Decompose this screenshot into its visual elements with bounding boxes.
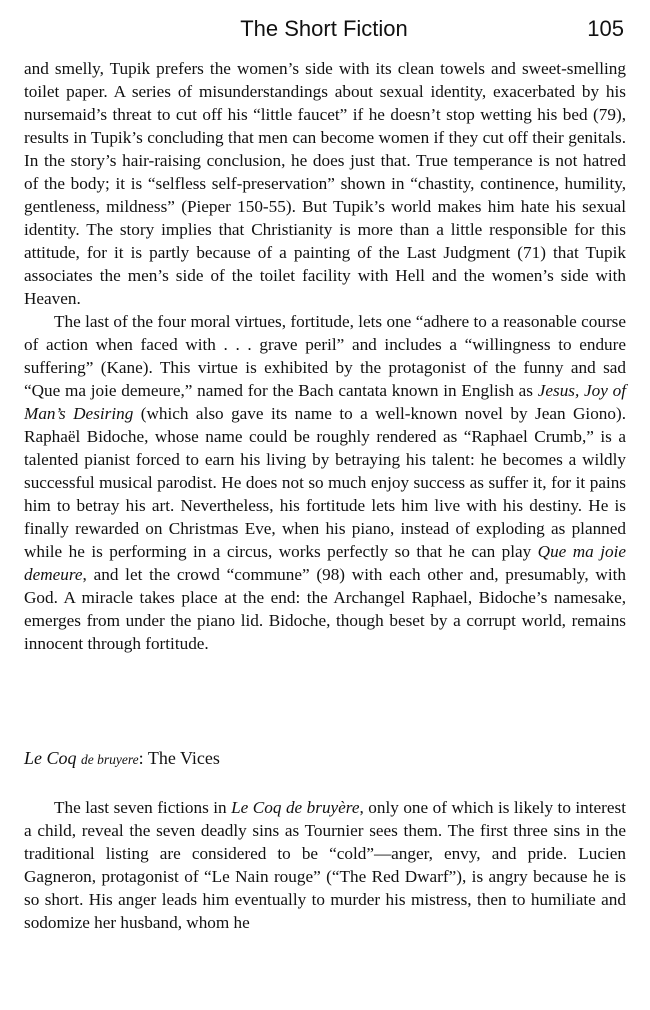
italic-title: Le Coq de bruyère — [231, 798, 360, 817]
running-header — [22, 14, 626, 44]
paragraph-vices — [24, 796, 626, 934]
italic-title: Jesus, Joy of Man’s Desiring — [24, 381, 627, 423]
page-number: 105 — [587, 16, 624, 41]
heading-word: The — [147, 748, 176, 768]
text-span: (which also gave its name to a well-known novel by Jean Giono). Raphaël Bidoche, whose name could be roughly rendered as “Raphael Crumb,” is a talented pianist forced to earn his living by betraying his talent: he becomes a wildly successful musical parodist. He does not so much enjoy success as suffer it, for it pains him to betray his art. Nevertheless, his fortitude lets him live with his destiny. He is finally rewarded on Christmas Eve, when his piano, instead of exploding as planned while he is performing in a circus, works perfectly so that he can play — [24, 404, 626, 561]
paragraph-temperance-ending: and smelly, Tupik prefers the women’s side with its clean towels and sweet-smelling toilet paper. A series of misunderstandings about sexual identity, exacerbated by his nursemaid’s threat to cut off his “little faucet” if he doesn’t stop wetting his bed (79), results in Tupik’s concluding that men can become women if they cut off their genitals. In the story’s hair-raising conclusion, he does just that. True temperance is not hatred of the body; it is “selfless self-preservation” shown in “chastity, continence, humility, gentleness, mildness” (Pieper 150-55). But Tupik’s world makes him hate his sexual identity. The story implies that Christianity is more than a little responsible for this attitude, for it is partly because of a painting of the Last Judgment (71) that Tupik associates the men’s side of the toilet facility with Hell and the women’s side with Heaven. — [24, 59, 626, 308]
heading-colon: : — [138, 748, 144, 768]
heading-title — [24, 748, 139, 768]
paragraph-fortitude — [24, 310, 626, 655]
text-span: , only one of which is likely to interest a child, reveal the seven deadly sins as Tournier sees them. The first three sins in the traditional listing are considered to be “cold”—anger, envy, and pride. Lucien Gagneron, protagonist of “Le Nain rouge” (“The Red Dwarf”), is angry because he is so short. His anger leads him eventually to murder his mistress, then to humiliate and sodomize her husband, whom he — [24, 798, 626, 932]
text-span: , and let the crowd “commune” (98) with each other and, presumably, with God. A miracle takes place at the end: the Archangel Raphael, Bidoche’s namesake, emerges from under the piano lid. Bidoche, though beset by a corrupt world, remains innocent through fortitude. — [24, 565, 626, 653]
text-block-upper — [24, 57, 626, 655]
italic-title: Que ma joie demeure — [24, 542, 626, 584]
heading-word: Coq — [46, 748, 77, 768]
running-title: The Short Fiction — [240, 16, 408, 41]
text-block-lower — [24, 796, 626, 934]
heading-word: Le — [24, 748, 42, 768]
text-span: The last seven fictions in — [54, 798, 232, 817]
section-heading — [24, 746, 220, 772]
heading-word: de bruyere — [81, 752, 139, 767]
text-span: The last of the four moral virtues, fortitude, lets one “adhere to a reasonable course of action when faced with . . . grave peril” and includes a “willingness to endure suffering” (Kane). This virtue is exhibited by the protagonist of the funny and sad “Que ma joie demeure,” named for the Bach cantata known in English as — [24, 312, 626, 400]
heading-word: Vices — [180, 748, 220, 768]
